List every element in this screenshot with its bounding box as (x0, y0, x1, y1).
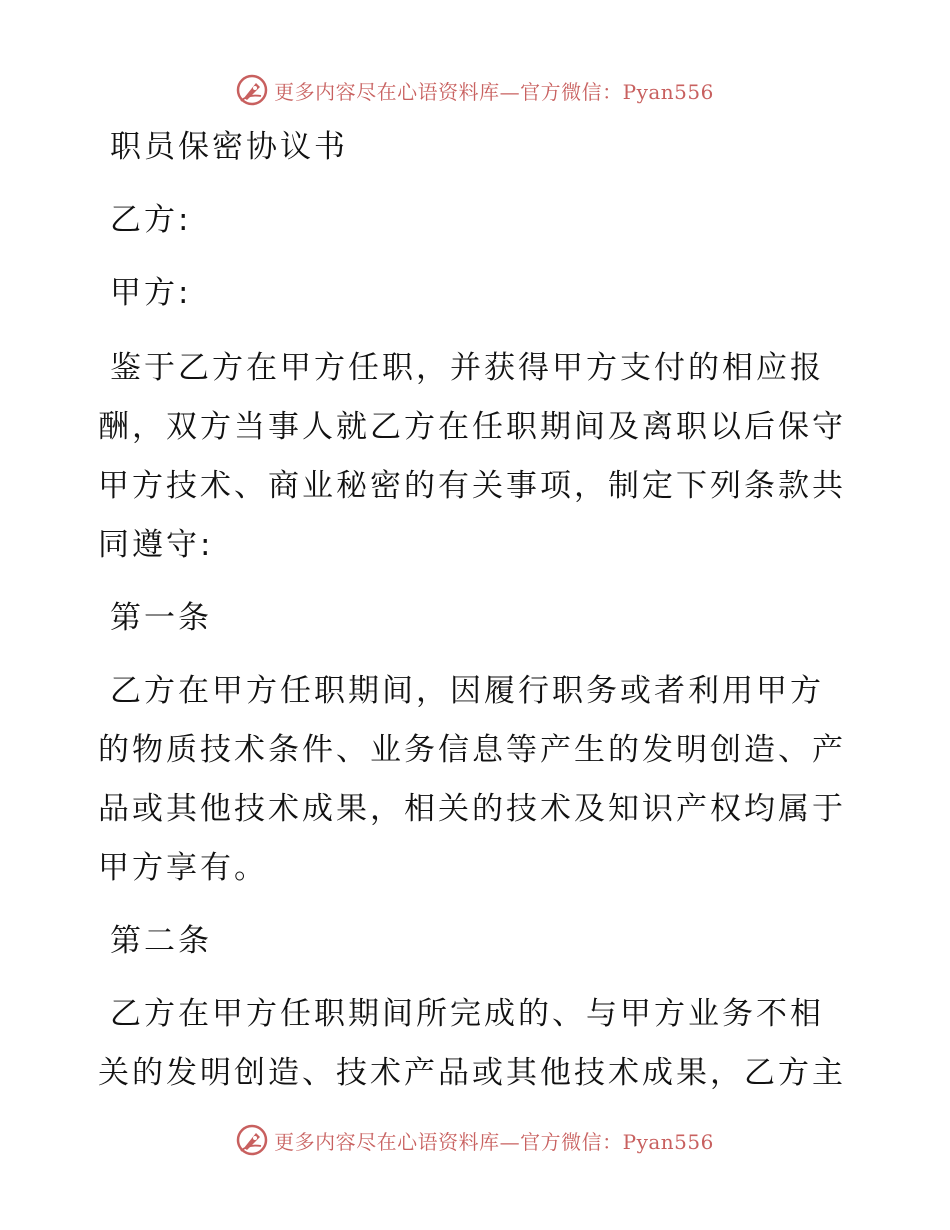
paragraph-line: 同遵守: (98, 527, 214, 563)
watermark-header (0, 72, 950, 108)
article-2-heading: 第二条 (110, 923, 212, 959)
article-2-paragraph (98, 985, 858, 1103)
paragraph-line: 鉴于乙方在甲方任职，并获得甲方支付的相应报 (110, 350, 824, 386)
document-body (98, 118, 858, 1103)
watermark-text: 更多内容尽在心语资料库—官方微信：Pyan556 (274, 1129, 714, 1154)
party-b-label: 乙方: (110, 202, 192, 238)
paragraph-line: 品或其他技术成果，相关的技术及知识产权均属于 (98, 791, 846, 827)
watermark-text: 更多内容尽在心语资料库—官方微信：Pyan556 (274, 79, 714, 104)
paragraph-line: 乙方在甲方任职期间所完成的、与甲方业务不相 (110, 996, 824, 1032)
paragraph-line: 乙方在甲方任职期间，因履行职务或者利用甲方 (110, 673, 824, 709)
paragraph-line: 甲方享有。 (98, 850, 268, 886)
preamble-paragraph (98, 339, 858, 575)
pen-nib-logo-icon (236, 1124, 268, 1156)
paragraph-line: 关的发明创造、技术产品或其他技术成果，乙方主 (98, 1055, 846, 1091)
pen-nib-logo-icon (236, 74, 268, 106)
party-a-label: 甲方: (110, 275, 192, 311)
paragraph-line: 酬，双方当事人就乙方在任职期间及离职以后保守 (98, 409, 846, 445)
article-1-heading: 第一条 (110, 600, 212, 636)
document-title: 职员保密协议书 (110, 129, 348, 165)
article-1-paragraph (98, 662, 858, 898)
paragraph-line: 甲方技术、商业秘密的有关事项，制定下列条款共 (98, 468, 846, 504)
paragraph-line: 的物质技术条件、业务信息等产生的发明创造、产 (98, 732, 846, 768)
watermark-footer (0, 1122, 950, 1158)
